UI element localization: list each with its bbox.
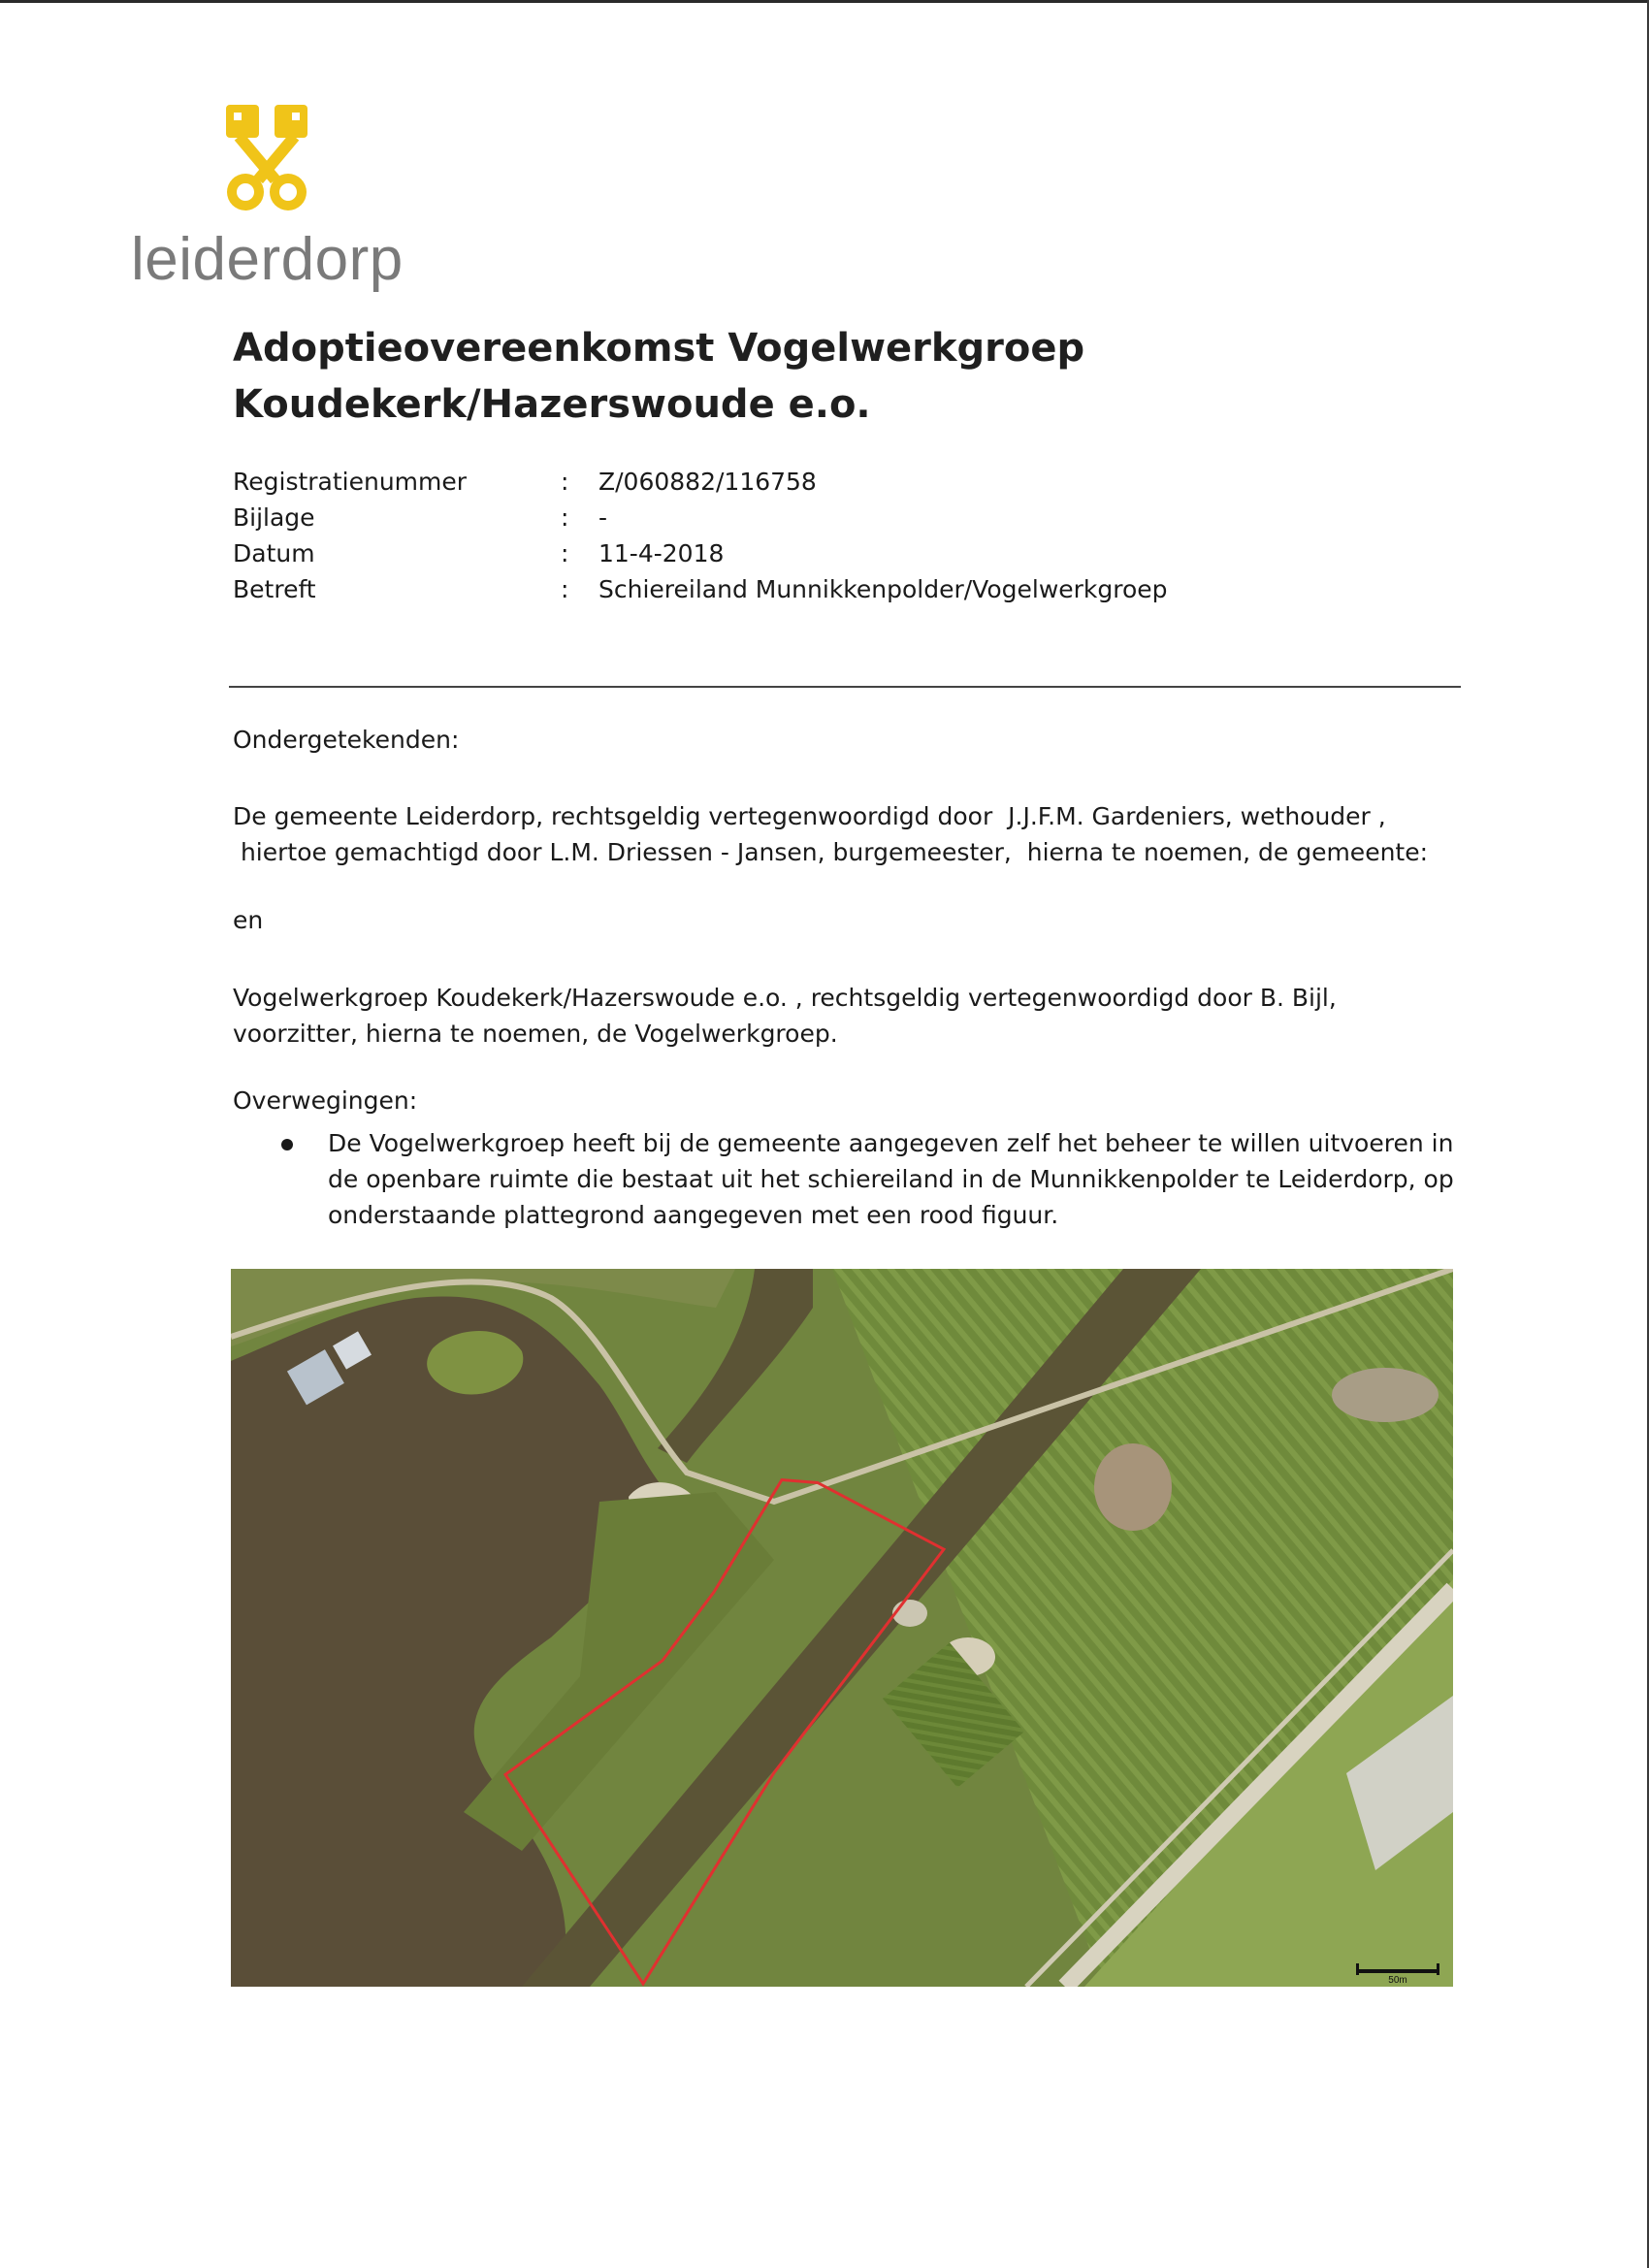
meta-row-betreft [233,571,1168,607]
meta-value: Z/060882/116758 [598,468,817,496]
meta-colon: : [561,539,569,567]
party-vogelwerkgroep [233,980,1337,1052]
title-line-2: Koudekerk/Hazerswoude e.o. [233,382,871,427]
party-line: Vogelwerkgroep Koudekerk/Hazerswoude e.o. , rechtsgeldig vertegenwoordigd door B. Bijl, [233,984,1337,1012]
map-scale-label: 50m [1388,1975,1407,1986]
leiderdorp-keys-logo-icon [209,97,325,218]
brand-wordmark: leiderdorp [131,226,404,293]
meta-colon: : [561,575,569,603]
meta-row-bijlage [233,500,1168,535]
meta-label: Betreft [233,575,316,603]
meta-label: Bijlage [233,503,315,532]
signatories-heading: Ondergetekenden: [233,726,460,754]
document-title [233,320,1084,433]
header-divider [229,686,1461,688]
list-item-line: De Vogelwerkgroep heeft bij de gemeente aangegeven zelf het beheer te willen uitvoeren in [328,1129,1454,1157]
party-municipality [233,798,1428,870]
meta-label: Registratienummer [233,468,468,496]
meta-value: 11-4-2018 [598,539,725,567]
scan-edge-top [0,0,1649,3]
considerations-list [277,1125,1454,1233]
title-line-1: Adoptieovereenkomst Vogelwerkgroep [233,326,1085,371]
considerations-heading: Overwegingen: [233,1086,418,1115]
meta-table [233,464,1168,607]
meta-row-registratienummer [233,464,1168,500]
meta-row-datum [233,535,1168,571]
party-line: hiertoe gemachtigd door L.M. Driessen - Jansen, burgemeester, hierna te noemen, de gemeente: [233,838,1429,866]
party-line: De gemeente Leiderdorp, rechtsgeldig vertegenwoordigd door J.J.F.M. Gardeniers, wethouder , [233,802,1386,830]
party-line: voorzitter, hierna te noemen, de Vogelwerkgroep. [233,1020,838,1048]
meta-colon: : [561,503,569,532]
bullet-icon [281,1139,293,1150]
list-item-line: onderstaande plattegrond aangegeven met een rood figuur. [328,1201,1059,1229]
meta-value: - [598,503,608,532]
list-item [277,1125,1454,1233]
meta-label: Datum [233,539,315,567]
list-item-line: de openbare ruimte die bestaat uit het schiereiland in de Munnikkenpolder te Leiderdorp, op [328,1165,1454,1193]
connector-en: en [233,906,264,934]
meta-colon: : [561,468,569,496]
aerial-map [231,1269,1453,1987]
meta-value: Schiereiland Munnikkenpolder/Vogelwerkgroep [598,575,1168,603]
